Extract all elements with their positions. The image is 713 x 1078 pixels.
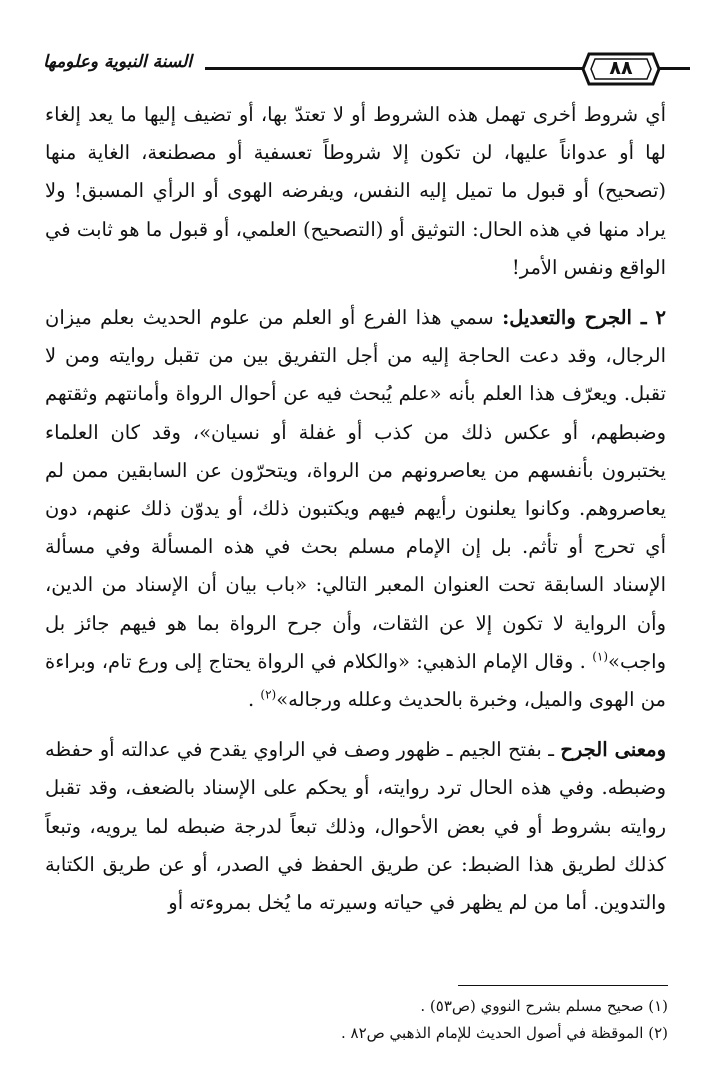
footnote-1: (١) صحيح مسلم بشرح النووي (ص٥٣) .: [420, 997, 668, 1015]
paragraph-text: سمي هذا الفرع أو العلم من علوم الحديث بعلم ميزان الرجال، وقد دعت الحاجة إليه من أجل التفريق بين من تقبل روايته ومن لا تقبل. ويعرّف هذا العلم بأنه «علم يُبحث فيه عن أحوال الرواة وأمانتهم وثقتهم وضبطهم، أو عكس ذلك من كذب أو غفلة أو نسيان»، وقد كان العلماء يختبرون بأنفسهم من يعاصرونهم من الرواة، ويتحرّون عن السابقين ممن لم يعاصروهم. وكانوا يعلنون رأيهم فيهم ويكتبون ذلك، أو يدوّن ذلك عنهم، دون أي تحرج أو تأثم. بل إن الإمام مسلم بحث في هذه المسألة وفي مسألة الإسناد السابقة تحت العنوان المعبر التالي: «باب بيان أن الإسناد من الدين، وأن الرواية لا تكون إلا عن الثقات، وأن جرح الرواة بما هو فيهم جائز بل واجب»: [45, 306, 666, 673]
paragraph-meaning-jarh: [45, 731, 666, 922]
section-heading-jarh-tadil: ٢ ـ الجرح والتعديل:: [502, 306, 666, 330]
paragraph-jarh-tadil: [45, 299, 666, 719]
book-title: السنة النبوية وعلومها: [43, 52, 192, 72]
footnote-ref-2: (٢): [260, 687, 277, 702]
header-rule-right: [660, 67, 690, 70]
paragraph-text: .: [247, 688, 261, 712]
footnote-separator: [458, 985, 668, 986]
header-rule-left: [205, 67, 583, 70]
paragraph-text: ـ بفتح الجيم ـ ظهور وصف في الراوي يقدح في عدالته أو حفظه وضبطه. وفي هذه الحال ترد روايته، أو يحكم على الإسناد بالضعف، وقد تقبل روايته بشروط أو في بعض الأحوال، وذلك تبعاً لدرجة ضبطه لما يرويه، وتبعاً كذلك لطريق هذا الضبط: عن طريق الحفظ في الصدر، أو عن طريق الكتابة والتدوين. أما من لم يظهر في حياته وسيرته ما يُخل بمروءته أو: [45, 738, 666, 915]
running-header: [30, 38, 682, 86]
main-text: [45, 96, 666, 922]
paragraph-text: . وقال الإمام الذهبي: «والكلام في الرواة يحتاج إلى ورع تام، وبراءة من الهوى والميل، وخبرة بالحديث وعلله ورجاله»: [45, 649, 666, 712]
footnote-2: (٢) الموقظة في أصول الحديث للإمام الذهبي ص٨٢ .: [340, 1024, 668, 1042]
term-heading-jarh: ومعنى الجرح: [560, 738, 666, 762]
paragraph-conditions: أي شروط أخرى تهمل هذه الشروط أو لا تعتدّ بها، أو تضيف إليها ما يعد إلغاء لها أو عدواناً عليها، لن تكون إلا شروطاً تعسفية أو مصطنعة، الغاية منها (تصحيح) أو قبول ما تميل إليه النفس، ويفرضه الهوى أو الرأي المسبق! ولا يراد منها في هذه الحال: التوثيق أو (التصحيح) العلمي، أو قبول ما هو ثابت في الواقع ونفس الأمر!: [45, 103, 666, 279]
footnote-ref-1: (١): [592, 649, 609, 664]
footnotes: [47, 993, 668, 1047]
page-number: ٨٨: [609, 57, 633, 79]
